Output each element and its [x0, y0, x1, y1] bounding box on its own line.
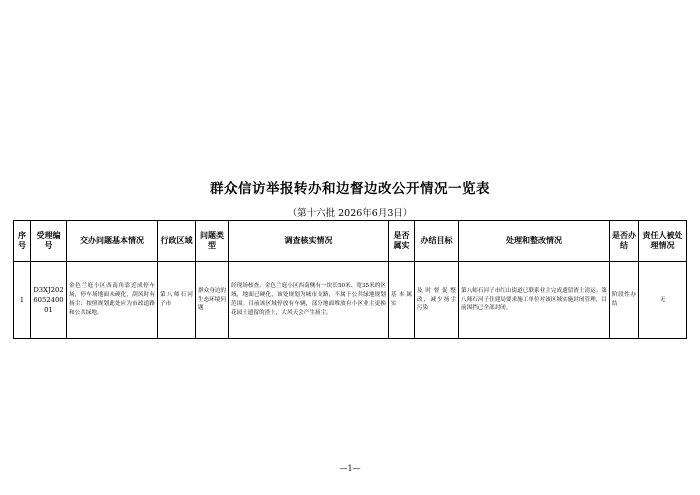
page-number: —1— [339, 464, 361, 473]
header-no: 序号 [14, 221, 31, 262]
header-verified: 是否属实 [389, 221, 415, 262]
table-header-row [14, 221, 687, 262]
header-rectification: 处理和整改情况 [459, 221, 610, 262]
cell-type: 群众身边的生态环境问题 [196, 262, 229, 339]
header-accountability: 责任人被处理情况 [639, 221, 687, 262]
petition-table [13, 220, 687, 339]
cell-verified: 基本属实 [389, 262, 415, 339]
cell-no: 1 [14, 262, 31, 339]
header-investigation: 调查核实情况 [229, 221, 389, 262]
header-closed: 是否办结 [610, 221, 639, 262]
cell-rectification: 第八师石河子市红山街道已联系业主完成遗留渣土清运；第八师石河子住建局要求施工单位对该区域实施封闭管理，目前围挡已全部封闭。 [459, 262, 610, 339]
cell-target: 及时督促整改，减少扬尘污染 [415, 262, 459, 339]
header-id: 受理编号 [31, 221, 67, 262]
table-row [14, 262, 687, 339]
header-target: 办结目标 [415, 221, 459, 262]
cell-investigation: 经现场核查，金色兰庭小区西南侧有一块长50米、宽35米的区域，地面已硬化，该处规划为城市支路，不属于公共绿地规划范围。目前该区域停放有车辆，部分地面堆放有小区业主更换花园土遗留的渣土，大风天会产生扬尘。 [229, 262, 389, 339]
cell-closed: 阶段性办结 [610, 262, 639, 339]
header-summary: 交办问题基本情况 [67, 221, 158, 262]
document-title: 群众信访举报转办和边督边改公开情况一览表 [210, 181, 490, 197]
cell-region: 第八师石河子市 [158, 262, 196, 339]
document-subtitle: （第十六批 2026年6月3日） [287, 208, 413, 219]
header-region: 行政区域 [158, 221, 196, 262]
cell-accountability: 无 [639, 262, 687, 339]
header-type: 问题类型 [196, 221, 229, 262]
cell-summary: 金色兰庭小区西南角靠近成停车场，停车场地面未硬化，刮风时有扬尘；按照规划此处应为市政道路和公共绿地。 [67, 262, 158, 339]
cell-id: D3XJ202605240001 [31, 262, 67, 339]
